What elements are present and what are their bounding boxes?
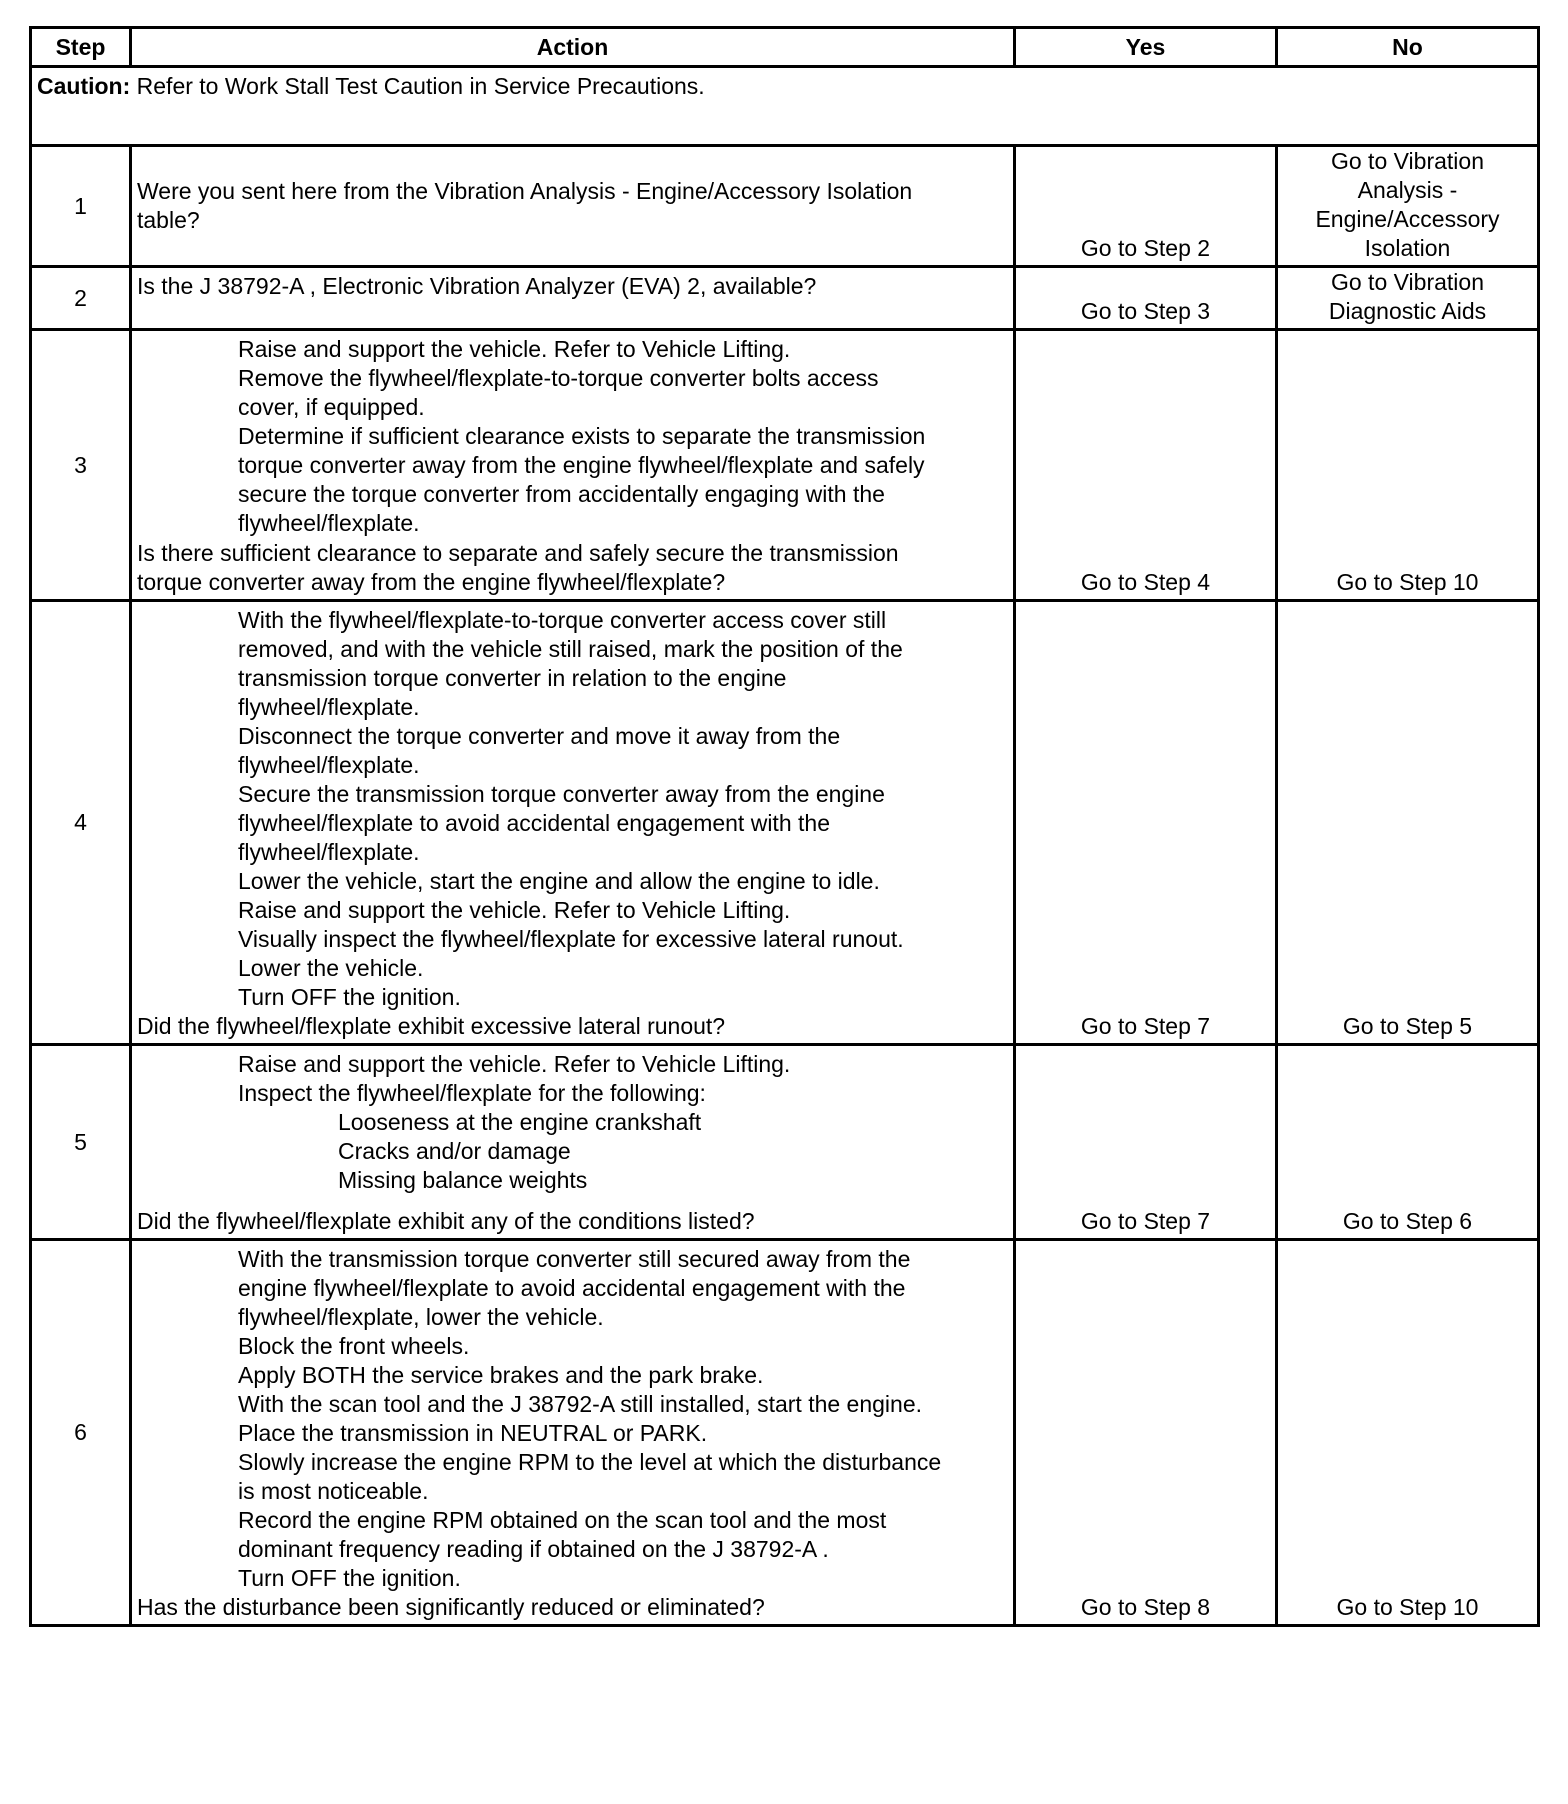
- instruction-line: Raise and support the vehicle. Refer to Vehicle Lifting.: [238, 1051, 791, 1077]
- instruction-sublist: [137, 1108, 1009, 1195]
- action-question: [137, 272, 1009, 301]
- question-line: Has the disturbance been significantly reduced or eliminated?: [137, 1594, 765, 1620]
- instruction-subitem: Looseness at the engine crankshaft: [338, 1109, 702, 1135]
- yes-outcome: Go to Step 8: [1015, 1240, 1277, 1626]
- instruction-line: Lower the vehicle.: [238, 955, 424, 981]
- header-step: Step: [31, 28, 131, 67]
- yes-outcome: Go to Step 4: [1015, 330, 1277, 601]
- instruction-line: removed, and with the vehicle still raised, mark the position of the: [238, 636, 903, 662]
- action-question: [137, 1012, 1009, 1041]
- instruction-line: is most noticeable.: [238, 1478, 429, 1504]
- action-instructions: [137, 335, 1009, 538]
- header-row: [31, 28, 1539, 67]
- action-content: [137, 606, 1009, 1041]
- no-outcome-line: Go to Step 10: [1336, 1594, 1479, 1620]
- table-row-step-4: [31, 601, 1539, 1045]
- instruction-line: Disconnect the torque converter and move it away from the: [238, 723, 841, 749]
- no-outcome-line: Go to Step 5: [1342, 1013, 1473, 1039]
- no-outcome-line: Go to Step 6: [1342, 1208, 1473, 1234]
- no-outcome-line: Isolation: [1364, 235, 1451, 261]
- caution-text: Refer to Work Stall Test Caution in Service Precautions.: [130, 73, 705, 99]
- action-cell: [131, 146, 1015, 267]
- step-number: 6: [31, 1240, 131, 1626]
- instruction-line: Visually inspect the flywheel/flexplate for excessive lateral runout.: [238, 926, 904, 952]
- no-outcome-line: Analysis -: [1357, 177, 1458, 203]
- yes-outcome: Go to Step 2: [1015, 146, 1277, 267]
- caution-cell: [31, 67, 1539, 146]
- action-cell: [131, 601, 1015, 1045]
- action-question: [137, 177, 1009, 235]
- action-content: [137, 272, 1009, 326]
- table-row-step-5: [31, 1045, 1539, 1240]
- instruction-line: flywheel/flexplate.: [238, 752, 420, 778]
- instruction-line: dominant frequency reading if obtained on the J 38792-A .: [238, 1536, 829, 1562]
- instruction-line: Turn OFF the ignition.: [238, 984, 461, 1010]
- instruction-line: flywheel/flexplate to avoid accidental engagement with the: [238, 810, 830, 836]
- action-content: [137, 151, 1009, 263]
- table-row-step-3: [31, 330, 1539, 601]
- table-row-step-6: [31, 1240, 1539, 1626]
- instruction-line: Raise and support the vehicle. Refer to Vehicle Lifting.: [238, 336, 791, 362]
- no-outcome: [1277, 601, 1539, 1045]
- instruction-line: With the transmission torque converter still secured away from the: [238, 1246, 911, 1272]
- instruction-line: With the flywheel/flexplate-to-torque converter access cover still: [238, 607, 887, 633]
- instruction-line: Lower the vehicle, start the engine and allow the engine to idle.: [238, 868, 880, 894]
- step-number: 1: [31, 146, 131, 267]
- instruction-line: Turn OFF the ignition.: [238, 1565, 461, 1591]
- question-line: torque converter away from the engine flywheel/flexplate?: [137, 569, 726, 595]
- action-question: [137, 539, 1009, 597]
- question-line: Did the flywheel/flexplate exhibit excessive lateral runout?: [137, 1013, 726, 1039]
- action-instructions: [137, 606, 1009, 1012]
- action-cell: [131, 1045, 1015, 1240]
- action-question: [137, 1593, 1009, 1622]
- action-cell: [131, 330, 1015, 601]
- instruction-line: Apply BOTH the service brakes and the park brake.: [238, 1362, 764, 1388]
- instruction-line: torque converter away from the engine flywheel/flexplate and safely: [238, 452, 925, 478]
- header-yes: Yes: [1015, 28, 1277, 67]
- question-line: table?: [137, 207, 200, 233]
- question-line: Is there sufficient clearance to separate and safely secure the transmission: [137, 540, 899, 566]
- instruction-line: flywheel/flexplate.: [238, 510, 420, 536]
- instruction-line: Remove the flywheel/flexplate-to-torque converter bolts access: [238, 365, 879, 391]
- instruction-line: flywheel/flexplate.: [238, 694, 420, 720]
- step-number: 4: [31, 601, 131, 1045]
- no-outcome: [1277, 330, 1539, 601]
- yes-outcome: Go to Step 3: [1015, 267, 1277, 330]
- action-content: [137, 1245, 1009, 1622]
- no-outcome: [1277, 267, 1539, 330]
- table-row-step-2: [31, 267, 1539, 330]
- instruction-line: flywheel/flexplate, lower the vehicle.: [238, 1304, 604, 1330]
- instruction-subitem: Cracks and/or damage: [338, 1138, 571, 1164]
- action-question: [137, 1207, 1009, 1236]
- instruction-line: flywheel/flexplate.: [238, 839, 420, 865]
- instruction-line: transmission torque converter in relation to the engine: [238, 665, 787, 691]
- no-outcome-line: Engine/Accessory: [1315, 206, 1500, 232]
- instruction-line: cover, if equipped.: [238, 394, 425, 420]
- no-outcome-line: Go to Vibration: [1330, 269, 1484, 295]
- instruction-line: Slowly increase the engine RPM to the level at which the disturbance: [238, 1449, 942, 1475]
- question-line: Is the J 38792-A , Electronic Vibration Analyzer (EVA) 2, available?: [137, 273, 817, 299]
- table-row-step-1: [31, 146, 1539, 267]
- step-number: 2: [31, 267, 131, 330]
- no-outcome-line: Diagnostic Aids: [1328, 298, 1487, 324]
- question-line: Were you sent here from the Vibration Analysis - Engine/Accessory Isolation: [137, 178, 913, 204]
- instruction-line: Block the front wheels.: [238, 1333, 470, 1359]
- action-instructions: [137, 1245, 1009, 1593]
- yes-outcome: Go to Step 7: [1015, 601, 1277, 1045]
- action-content: [137, 335, 1009, 597]
- no-outcome-line: Go to Vibration: [1330, 148, 1484, 174]
- yes-outcome: Go to Step 7: [1015, 1045, 1277, 1240]
- caution-label: Caution:: [37, 73, 131, 99]
- instruction-line: With the scan tool and the J 38792-A still installed, start the engine.: [238, 1391, 923, 1417]
- no-outcome: [1277, 146, 1539, 267]
- instruction-line: Record the engine RPM obtained on the scan tool and the most: [238, 1507, 887, 1533]
- instruction-line: engine flywheel/flexplate to avoid accidental engagement with the: [238, 1275, 906, 1301]
- action-instructions: [137, 1050, 1009, 1108]
- diagnostic-table: [29, 26, 1540, 1627]
- instruction-subitem: Missing balance weights: [338, 1167, 588, 1193]
- header-no: No: [1277, 28, 1539, 67]
- no-outcome: [1277, 1045, 1539, 1240]
- header-action: Action: [131, 28, 1015, 67]
- instruction-line: Determine if sufficient clearance exists to separate the transmission: [238, 423, 926, 449]
- no-outcome: [1277, 1240, 1539, 1626]
- diagnostic-table-sheet: [29, 26, 1537, 1627]
- action-cell: [131, 1240, 1015, 1626]
- step-number: 5: [31, 1045, 131, 1240]
- caution-row: [31, 67, 1539, 146]
- question-line: Did the flywheel/flexplate exhibit any of the conditions listed?: [137, 1208, 755, 1234]
- action-cell: [131, 267, 1015, 330]
- instruction-line: Inspect the flywheel/flexplate for the following:: [238, 1080, 706, 1106]
- instruction-line: Secure the transmission torque converter away from the engine: [238, 781, 885, 807]
- no-outcome-line: Go to Step 10: [1336, 569, 1479, 595]
- instruction-line: Raise and support the vehicle. Refer to Vehicle Lifting.: [238, 897, 791, 923]
- action-content: [137, 1050, 1009, 1236]
- step-number: 3: [31, 330, 131, 601]
- instruction-line: Place the transmission in NEUTRAL or PARK.: [238, 1420, 708, 1446]
- instruction-line: secure the torque converter from accidentally engaging with the: [238, 481, 885, 507]
